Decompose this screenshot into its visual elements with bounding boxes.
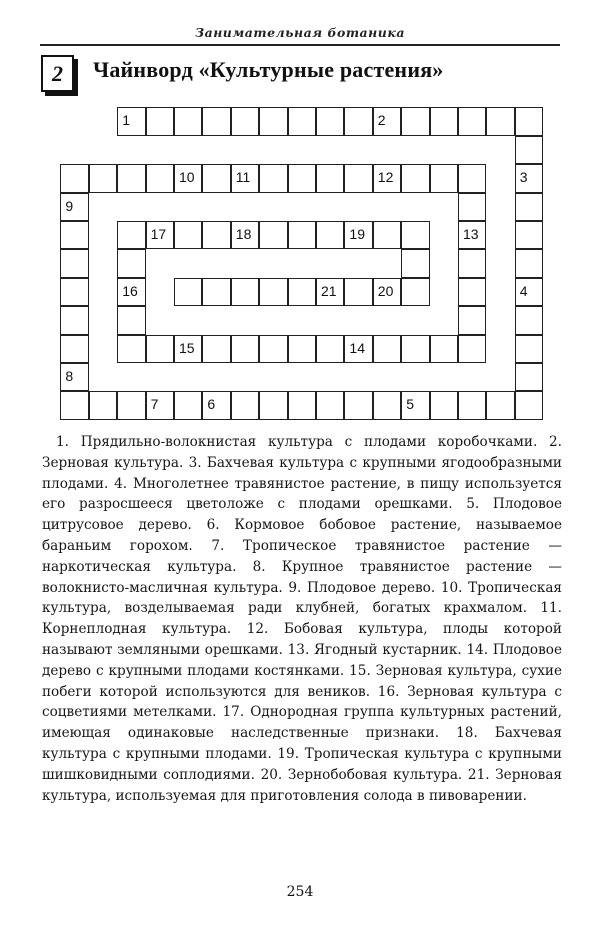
crossword-cell[interactable]: [202, 221, 230, 249]
crossword-cell[interactable]: [174, 391, 202, 419]
crossword-cell[interactable]: [373, 391, 401, 419]
crossword-cell[interactable]: [316, 391, 344, 419]
crossword-cell[interactable]: [231, 335, 259, 363]
crossword-cell[interactable]: [259, 107, 287, 135]
crossword-cell[interactable]: [373, 278, 401, 306]
crossword-cell[interactable]: [259, 221, 287, 249]
crossword-cell[interactable]: [231, 107, 259, 135]
crossword-cell[interactable]: [344, 335, 372, 363]
crossword-cell[interactable]: [344, 164, 372, 192]
clue-number: 21: [321, 282, 337, 299]
crossword-cell[interactable]: [117, 164, 145, 192]
crossword-cell[interactable]: [60, 221, 88, 249]
crossword-cell[interactable]: [458, 107, 486, 135]
crossword-cell[interactable]: [486, 107, 514, 135]
crossword-cell[interactable]: [458, 306, 486, 334]
crossword-cell[interactable]: [344, 221, 372, 249]
crossword-cell[interactable]: [117, 391, 145, 419]
crossword-cell[interactable]: [259, 335, 287, 363]
crossword-cell[interactable]: [60, 363, 88, 391]
crossword-cell[interactable]: [202, 107, 230, 135]
clue-number: 4: [519, 282, 528, 299]
crossword-cell[interactable]: [202, 335, 230, 363]
clues-paragraph: 1. Прядильно-волокнистая культура с плодами коробочками. 2. Зерновая культура. 3. Бахчевая культура с крупными ягодообразными плодами. 4. Многолетнее травянистое растение, в пищу используется его разросшееся цветоложе с плодами орешками. 5. Плодовое цитрусовое дерево. 6. Кормовое бобовое растение, называемое бараньим горохом. 7. Тропическое травянистое растение — наркотическая культура. 8. Крупное травянистое растение — волокнисто-масличная культура. 9. Плодовое дерево. 10. Тропическая культура, возделываемая ради клубней, богатых крахмалом. 11. Корнеплодная культура. 12. Бобовая культура, плоды которой называют земляными орешками. 13. Ягодный кустарник. 14. Плодовое дерево с крупными плодами костянками. 15. Зерновая культура, сухие побеги которой используются для веников. 16. Зерновая культура с соцветиями метелками. 17. Однородная группа культурных растений, имеющая одинаковые наследственные признаки. 18. Бахчевая культура с крупными плодами. 19. Тропическая культура с крупными шишковидными соплодиями. 20. Зернобобовая культура. 21. Зерновая культура, используемая для приготовления солода в пивоварении.: [42, 434, 562, 804]
crossword-cell[interactable]: [202, 164, 230, 192]
clue-number: 14: [349, 339, 365, 356]
clue-number: 20: [377, 282, 394, 299]
crossword-cell[interactable]: [288, 278, 316, 306]
clue-number: 11: [235, 169, 251, 186]
crossword-cell[interactable]: [458, 249, 486, 277]
crossword-cell[interactable]: [458, 335, 486, 363]
crossword-cell[interactable]: [430, 335, 458, 363]
crossword-cell[interactable]: [60, 249, 88, 277]
clue-number: 9: [65, 197, 74, 214]
crossword-cell[interactable]: [515, 391, 543, 419]
crossword-cell[interactable]: [515, 164, 543, 192]
crossword-cell[interactable]: [117, 107, 145, 135]
crossword-cell[interactable]: [288, 164, 316, 192]
running-head: Занимательная ботаника: [195, 25, 405, 40]
exercise-number-badge: 2: [41, 55, 74, 92]
crossword-cell[interactable]: [515, 278, 543, 306]
crossword-cell[interactable]: [89, 391, 117, 419]
crossword-cell[interactable]: [373, 107, 401, 135]
crossword-cell[interactable]: [430, 164, 458, 192]
page-title: Чайнворд «Культурные растения»: [93, 57, 444, 82]
crossword-cell[interactable]: [373, 221, 401, 249]
clue-number: 8: [65, 368, 74, 384]
crossword-cell[interactable]: [259, 391, 287, 419]
clue-number: 3: [519, 169, 528, 186]
crossword-cell[interactable]: [316, 221, 344, 249]
crossword-cell[interactable]: [89, 164, 117, 192]
crossword-cell[interactable]: [174, 278, 202, 306]
clue-number: 19: [349, 226, 365, 242]
crossword-cell[interactable]: [515, 335, 543, 363]
crossword-cell[interactable]: [117, 306, 145, 334]
clue-number: 6: [207, 396, 216, 413]
crossword-cell[interactable]: [60, 164, 88, 192]
clue-number: 15: [179, 339, 195, 356]
crossword-cell[interactable]: [486, 391, 514, 419]
crossword-cell[interactable]: [146, 107, 174, 135]
crossword-cell[interactable]: [231, 164, 259, 192]
crossword-cell[interactable]: [60, 391, 88, 419]
clue-number: 12: [377, 169, 394, 186]
chainword-grid: [61, 108, 545, 421]
crossword-cell[interactable]: [458, 391, 486, 419]
crossword-cell[interactable]: [430, 391, 458, 419]
crossword-cell[interactable]: [146, 164, 174, 192]
crossword-cell[interactable]: [259, 278, 287, 306]
crossword-cell[interactable]: [458, 193, 486, 221]
crossword-cell[interactable]: [344, 107, 372, 135]
crossword-cell[interactable]: [316, 107, 344, 135]
crossword-cell[interactable]: [231, 391, 259, 419]
crossword-cell[interactable]: [430, 107, 458, 135]
crossword-cell[interactable]: [373, 164, 401, 192]
crossword-cell[interactable]: [60, 193, 88, 221]
crossword-cell[interactable]: [316, 164, 344, 192]
crossword-cell[interactable]: [401, 335, 429, 363]
crossword-cell[interactable]: [117, 278, 145, 306]
clue-number: 16: [122, 282, 138, 299]
crossword-cell[interactable]: [146, 391, 174, 419]
crossword-cell[interactable]: [288, 221, 316, 249]
crossword-cell[interactable]: [174, 221, 202, 249]
crossword-cell[interactable]: [344, 278, 372, 306]
clue-number: 2: [377, 112, 386, 129]
crossword-cell[interactable]: [60, 335, 88, 363]
crossword-cell[interactable]: [259, 164, 287, 192]
crossword-cell[interactable]: [146, 221, 174, 249]
clue-number: 18: [235, 226, 252, 242]
crossword-cell[interactable]: [202, 391, 230, 419]
clue-number: 17: [150, 226, 167, 242]
crossword-cell[interactable]: [401, 221, 429, 249]
crossword-cell[interactable]: [146, 335, 174, 363]
crossword-cell[interactable]: [515, 306, 543, 334]
crossword-cell[interactable]: [515, 249, 543, 277]
crossword-cell[interactable]: [401, 278, 429, 306]
crossword-cell[interactable]: [117, 249, 145, 277]
crossword-cell[interactable]: [231, 278, 259, 306]
clue-number: 5: [406, 396, 414, 413]
crossword-cell[interactable]: [344, 391, 372, 419]
crossword-cell[interactable]: [60, 278, 88, 306]
page-number: 254: [286, 884, 314, 900]
crossword-cell[interactable]: [401, 391, 429, 419]
crossword-cell[interactable]: [288, 335, 316, 363]
crossword-cell[interactable]: [373, 335, 401, 363]
clue-number: 7: [150, 396, 159, 413]
crossword-cell[interactable]: [401, 164, 429, 192]
crossword-cell[interactable]: [288, 391, 316, 419]
header-divider: [40, 44, 560, 46]
crossword-cell[interactable]: [117, 335, 145, 363]
crossword-cell[interactable]: [117, 221, 145, 249]
crossword-cell[interactable]: [515, 193, 543, 221]
crossword-cell[interactable]: [288, 107, 316, 135]
crossword-cell[interactable]: [316, 278, 344, 306]
crossword-cell[interactable]: [458, 278, 486, 306]
crossword-cell[interactable]: [458, 221, 486, 249]
crossword-cell[interactable]: [316, 335, 344, 363]
crossword-cell[interactable]: [401, 107, 429, 135]
crossword-cell[interactable]: [60, 306, 88, 334]
crossword-cell[interactable]: [231, 221, 259, 249]
clue-number: 13: [463, 226, 479, 242]
crossword-cell[interactable]: [174, 107, 202, 135]
crossword-cell[interactable]: [401, 249, 429, 277]
crossword-cell[interactable]: [174, 335, 202, 363]
crossword-cell[interactable]: [174, 164, 202, 192]
crossword-cell[interactable]: [515, 136, 543, 164]
crossword-cell[interactable]: [515, 107, 543, 135]
clue-number: 10: [179, 169, 195, 186]
clue-number: 1: [122, 112, 130, 129]
crossword-cell[interactable]: [202, 278, 230, 306]
crossword-cell[interactable]: [515, 221, 543, 249]
crossword-cell[interactable]: [458, 164, 486, 192]
crossword-cell[interactable]: [515, 363, 543, 391]
